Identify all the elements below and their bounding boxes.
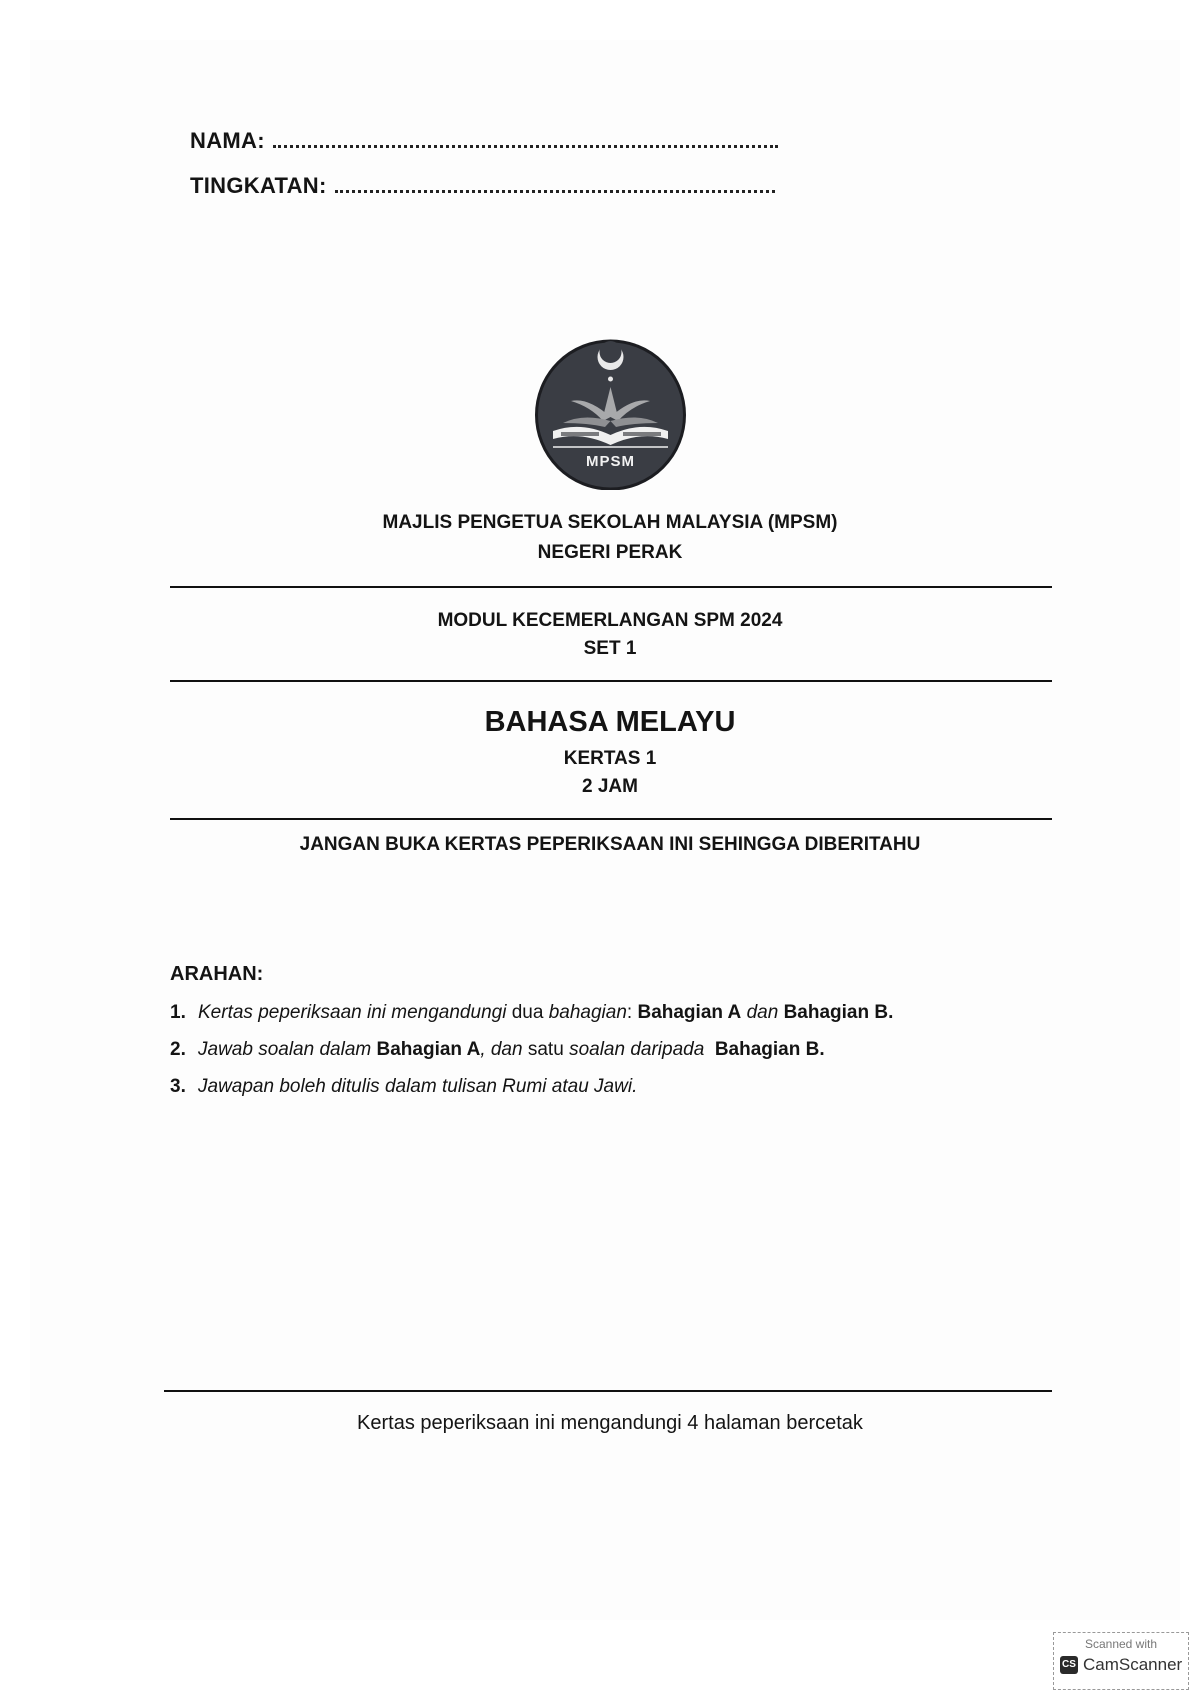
tingkatan-dotted-line [335, 188, 775, 193]
instruction-text: Jawapan boleh ditulis dalam tulisan Rumi atau Jawi. [198, 1076, 638, 1097]
divider [170, 680, 1052, 682]
instruction-text: : [626, 1002, 638, 1023]
watermark-brand [1060, 1655, 1182, 1675]
instruction-text: Bahagian B. [783, 1002, 894, 1023]
page-count-note: Kertas peperiksaan ini mengandungi 4 halaman bercetak [357, 1412, 863, 1434]
instruction-text: Bahagian A [637, 1002, 742, 1023]
divider [170, 586, 1052, 588]
logo-text: MPSM [586, 453, 635, 470]
instruction-text: dua [506, 1002, 549, 1023]
scanned-page [30, 40, 1180, 1620]
nama-label: NAMA: [190, 128, 265, 153]
instruction-text: Bahagian B. [704, 1039, 825, 1060]
instruction-number: 3. [170, 1076, 186, 1097]
subject-name: BAHASA MELAYU [484, 706, 736, 738]
instruction-item [170, 1076, 637, 1098]
exam-warning: JANGAN BUKA KERTAS PEPERIKSAAN INI SEHINGGA DIBERITAHU [299, 834, 921, 855]
instruction-number: 2. [170, 1039, 186, 1060]
instruction-text: Kertas peperiksaan ini mengandungi [198, 1002, 507, 1023]
watermark-caption: Scanned with [1084, 1637, 1158, 1651]
instruction-text: , dan [480, 1039, 523, 1060]
instruction-text: Jawab soalan dalam [198, 1039, 372, 1060]
instruction-text: soalan daripada [569, 1039, 705, 1060]
camscanner-logo-icon: CS [1060, 1656, 1078, 1674]
nama-field [190, 128, 778, 154]
organisation-name: MAJLIS PENGETUA SEKOLAH MALAYSIA (MPSM) [382, 512, 838, 533]
instruction-number: 1. [170, 1002, 186, 1023]
organisation-state: NEGERI PERAK [537, 542, 683, 563]
divider [170, 818, 1052, 820]
divider [164, 1390, 1052, 1392]
instruction-item [170, 1002, 893, 1024]
instruction-text: satu [522, 1039, 570, 1060]
instructions-heading: ARAHAN: [170, 963, 264, 985]
subject-duration: 2 JAM [582, 776, 638, 797]
camscanner-watermark [1053, 1632, 1189, 1690]
instruction-item [170, 1039, 825, 1061]
nama-dotted-line [273, 143, 778, 148]
module-title: MODUL KECEMERLANGAN SPM 2024 [437, 610, 783, 631]
tingkatan-label: TINGKATAN: [190, 173, 327, 198]
instruction-text: Bahagian A [371, 1039, 481, 1060]
subject-paper: KERTAS 1 [563, 748, 657, 769]
tingkatan-field [190, 173, 775, 199]
instruction-text: dan [741, 1002, 784, 1023]
module-set: SET 1 [583, 638, 637, 659]
instruction-text: bahagian [548, 1002, 627, 1023]
watermark-brand-name: CamScanner [1083, 1655, 1183, 1674]
